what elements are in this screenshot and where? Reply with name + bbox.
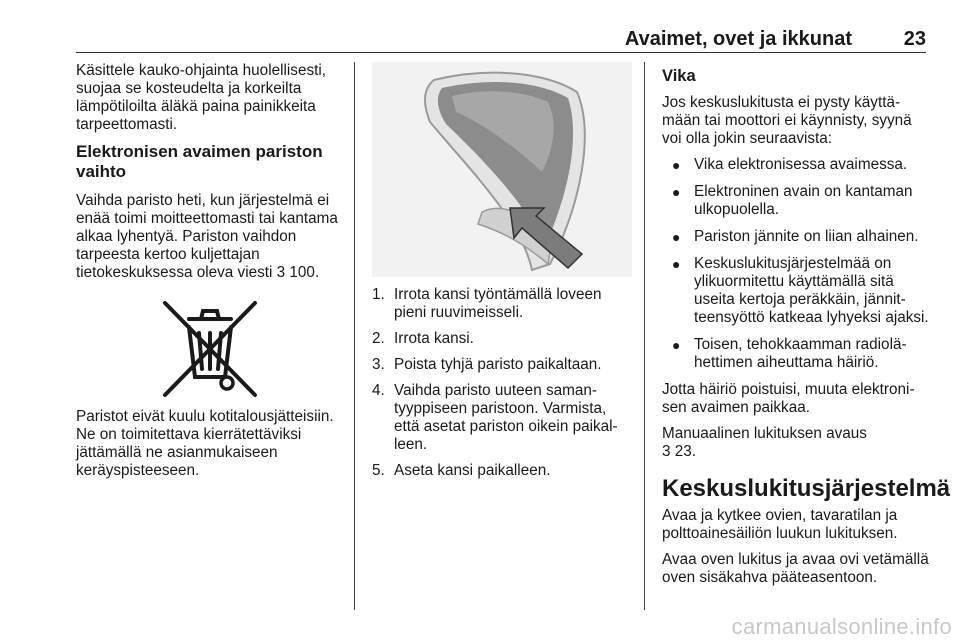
crossed-out-bin-icon (155, 297, 265, 401)
column-left (76, 62, 346, 488)
list-item: 1. Irrota kansi työntämällä loveen pieni ruuvimeisseli. (372, 286, 602, 321)
fault-section-heading: Vika (662, 67, 696, 85)
battery-paragraph-ref: 100. (289, 264, 320, 281)
watermark-text: carmanualsonline.info (731, 614, 952, 639)
page-ref-icon: 3 (662, 443, 671, 460)
chapter-title: Avaimet, ovet ja ikkunat (624, 28, 852, 50)
column-divider-right (644, 62, 645, 610)
battery-paragraph-text: Vaihda paristo heti, kun järjestelmä ei enää toimi moitteettomasti tai kantama alkaa lyhentyä. Pariston vaihdon tarpeesta kertoo kuljettajan tietokeskuksessa oleva viesti (76, 192, 338, 281)
page-header (76, 26, 926, 53)
battery-steps-list (372, 286, 632, 480)
page-number: 23 (903, 28, 926, 50)
column-divider-left (354, 62, 355, 610)
list-item: 5. Aseta kansi paikalleen. (372, 462, 551, 479)
manual-unlock-paragraph: Manuaalinen lukituksen avaus 3 23. (662, 425, 867, 460)
list-item: ● Toisen, tehokkaamman radiolähettimen aiheuttama häiriö. (672, 336, 907, 371)
central-locking-para-2: Avaa oven lukitus ja avaa ovi vetämällä oven sisäkahva pääteasentoon. (662, 551, 929, 586)
list-item: ● Keskuslukitusjärjestelmää on ylikuormitettu käyttämällä sitä useita kertoja peräkkäin, jännitteensyöttö katkeaa lyhyeksi ajaksi. (672, 255, 929, 326)
key-fob-illustration (372, 62, 632, 277)
central-locking-heading: Keskuslukitusjärjestelmä (662, 475, 951, 502)
list-item: 4. Vaihda paristo uuteen samantyyppiseen paristoon. Varmista, että asetat pariston oikein paikalleen. (372, 382, 618, 453)
list-item: 3. Poista tyhjä paristo paikaltaan. (372, 356, 602, 373)
list-item: ● Pariston jännite on liian alhainen. (672, 228, 919, 245)
fault-intro: Jos keskuslukitusta ei pysty käyttämään tai moottori ei käynnisty, syynä voi olla jokin seuraavista: (662, 94, 912, 147)
intro-paragraph: Käsittele kauko-ohjainta huolellisesti, suojaa se kosteudelta ja korkeilta lämpötiloilta äläkä paina painikkeita tarpeettomasti. (76, 62, 326, 133)
battery-paragraph (76, 192, 346, 282)
central-locking-para-1: Avaa ja kytkee ovien, tavaratilan ja polttoainesäiliön luukun lukituksen. (662, 507, 898, 542)
interference-paragraph: Jotta häiriö poistuisi, muuta elektronisen avaimen paikkaa. (662, 381, 915, 416)
column-right (662, 64, 951, 595)
list-item: ● Elektroninen avain on kantaman ulkopuolella. (672, 183, 913, 218)
column-middle (372, 286, 632, 488)
fault-causes-list (662, 156, 932, 372)
battery-section-heading: Elektronisen avaimen pariston vaihto (76, 142, 323, 181)
disposal-paragraph: Paristot eivät kuulu kotitalousjätteisiin. Ne on toimitettava kierrätettäviksi jättämällä ne asianmukaiseen keräyspisteeseen. (76, 408, 334, 479)
page-ref-icon: 3 (276, 264, 286, 281)
list-item: 2. Irrota kansi. (372, 330, 474, 347)
list-item: ● Vika elektronisessa avaimessa. (672, 156, 908, 173)
